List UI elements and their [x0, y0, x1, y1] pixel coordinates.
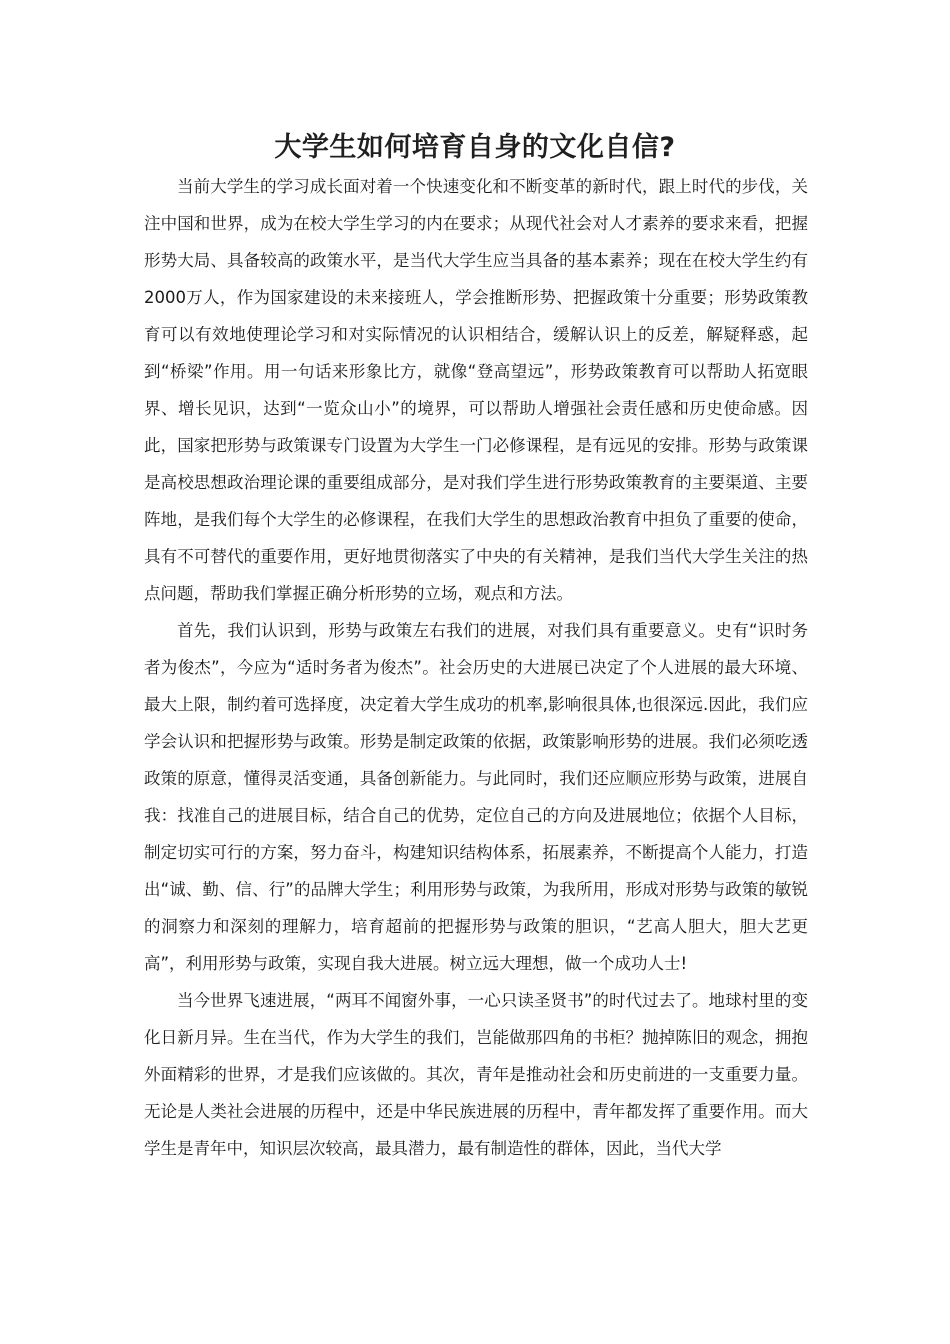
- document-body: [144, 168, 808, 1167]
- paragraph-2: 首先，我们认识到，形势与政策左右我们的进展，对我们具有重要意义。史有“识时务者为俊杰”，今应为“适时务者为俊杰”。社会历史的大进展已决定了个人进展的最大环境、最大上限，制约着可选择度，决定着大学生成功的机率,影响很具体,也很深远.因此，我们应学会认识和把握形势与政策。形势是制定政策的依据，政策影响形势的进展。我们必须吃透政策的原意，懂得灵活变通，具备创新能力。与此同时，我们还应顺应形势与政策，进展自我：找准自己的进展目标，结合自己的优势，定位自己的方向及进展地位；依据个人目标，制定切实可行的方案，努力奋斗，构建知识结构体系，拓展素养，不断提高个人能力，打造出“诚、勤、信、行”的品牌大学生；利用形势与政策，为我所用，形成对形势与政策的敏锐的洞察力和深刻的理解力，培育超前的把握形势与政策的胆识，“艺高人胆大，胆大艺更高”，利用形势与政策，实现自我大进展。树立远大理想，做一个成功人士!: [144, 621, 808, 973]
- document-title: 大学生如何培育自身的文化自信?: [274, 132, 676, 163]
- paragraph-1: 当前大学生的学习成长面对着一个快速变化和不断变革的新时代，跟上时代的步伐，关注中国和世界，成为在校大学生学习的内在要求；从现代社会对人才素养的要求来看，把握形势大局、具备较高的政策水平，是当代大学生应当具备的基本素养；现在在校大学生约有2000万人，作为国家建设的未来接班人，学会推断形势、把握政策十分重要；形势政策教育可以有效地使理论学习和对实际情况的认识相结合，缓解认识上的反差，解疑释惑，起到“桥梁”作用。用一句话来形象比方，就像“登高望远”，形势政策教育可以帮助人拓宽眼界、增长见识，达到“一览众山小”的境界，可以帮助人增强社会责任感和历史使命感。因此，国家把形势与政策课专门设置为大学生一门必修课程，是有远见的安排。形势与政策课是高校思想政治理论课的重要组成部分，是对我们学生进行形势政策教育的主要渠道、主要阵地，是我们每个大学生的必修课程，在我们大学生的思想政治教育中担负了重要的使命，具有不可替代的重要作用，更好地贯彻落实了中央的有关精神，是我们当代大学生关注的热点问题，帮助我们掌握正确分析形势的立场，观点和方法。: [144, 177, 808, 603]
- paragraph-3: 当今世界飞速进展，“两耳不闻窗外事，一心只读圣贤书”的时代过去了。地球村里的变化日新月异。生在当代，作为大学生的我们，岂能做那四角的书柜？抛掉陈旧的观念，拥抱外面精彩的世界，才是我们应该做的。其次，青年是推动社会和历史前进的一支重要力量。无论是人类社会进展的历程中，还是中华民族进展的历程中，青年都发挥了重要作用。而大学生是青年中，知识层次较高，最具潜力，最有制造性的群体，因此，当代大学: [144, 991, 808, 1158]
